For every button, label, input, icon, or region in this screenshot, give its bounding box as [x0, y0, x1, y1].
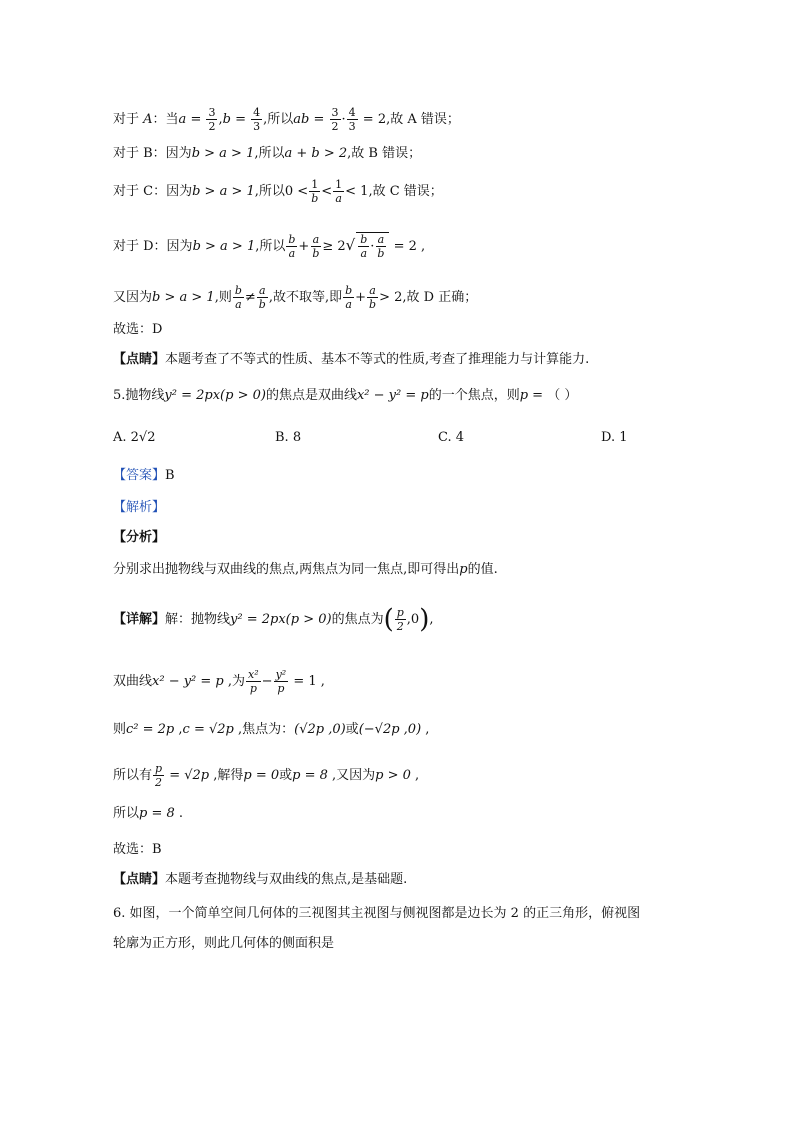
fraction	[330, 106, 341, 133]
text: 或	[279, 768, 293, 783]
math: +	[298, 239, 310, 254]
text: 所以有	[113, 768, 153, 783]
fraction	[153, 762, 164, 789]
num: y²	[275, 668, 287, 681]
text: 则	[113, 722, 127, 737]
math: = 2	[358, 112, 387, 127]
option-a: A. 2√2	[113, 430, 156, 445]
text: = （ ）	[528, 388, 578, 403]
text: ,又因为	[327, 768, 376, 783]
num: p	[396, 606, 404, 619]
text: ,所以	[254, 146, 285, 161]
num: b	[345, 284, 353, 297]
text: ,所以	[263, 112, 294, 127]
text: ,解得	[209, 768, 244, 783]
text: ,	[218, 112, 223, 127]
fraction	[358, 233, 369, 260]
num: b	[288, 233, 296, 246]
den: b	[258, 298, 266, 311]
fraction	[257, 284, 268, 311]
den: 3	[253, 120, 261, 133]
fraction	[395, 606, 406, 633]
math: =	[186, 112, 206, 127]
math: =	[309, 112, 329, 127]
math: y² = 2px(p > 0)	[164, 388, 266, 403]
text: ,	[174, 722, 183, 737]
text: 分别求出抛物线与双曲线的焦点,两焦点为同一焦点,即可得出	[113, 562, 460, 577]
math: y² = 2px(p > 0)	[230, 612, 332, 627]
text: 对于	[113, 112, 144, 127]
text: 的焦点是双曲线	[265, 388, 357, 403]
den: a	[360, 247, 368, 260]
fraction	[333, 178, 344, 205]
option-a-analysis	[113, 106, 460, 133]
so-line	[113, 762, 419, 789]
text: 解：抛物线	[165, 612, 231, 627]
num: 4	[253, 106, 261, 119]
num: 3	[331, 106, 339, 119]
right-paren-icon: )	[419, 604, 430, 635]
fraction	[309, 178, 320, 205]
text: ：当	[152, 112, 179, 127]
answer	[113, 466, 175, 486]
math: = √2p	[165, 768, 210, 783]
math: b	[222, 112, 231, 127]
num: 4	[348, 106, 356, 119]
math: b > a > 1	[192, 184, 255, 199]
den: 3	[348, 120, 356, 133]
text: 对于 B：因为	[113, 146, 192, 161]
math: ≠	[244, 290, 256, 305]
choice-2: 故选：B	[113, 842, 162, 857]
math: = 2 ,	[389, 239, 426, 254]
num: a	[259, 284, 266, 297]
math: x² − y² = p	[356, 388, 429, 403]
den: b	[369, 298, 377, 311]
num: 1	[335, 178, 343, 191]
text: 对于 C：因为	[113, 184, 193, 199]
num: a	[312, 233, 320, 246]
fraction	[246, 668, 261, 695]
text: ,	[429, 612, 434, 627]
fraction	[206, 106, 217, 133]
math: < 1	[345, 184, 369, 199]
fraction	[367, 284, 378, 311]
text: 对于 D：因为	[113, 239, 193, 254]
den: 2	[331, 120, 339, 133]
math: 0 <	[284, 184, 309, 199]
question-5	[113, 386, 577, 406]
hyperbola-line	[113, 668, 325, 695]
math: p = 0	[243, 768, 280, 783]
math: ·	[370, 239, 375, 254]
text: ,焦点为：	[233, 722, 295, 737]
text: ,	[421, 722, 430, 737]
math: −	[261, 674, 273, 689]
fraction	[233, 284, 244, 311]
text: ,故 B 错误；	[347, 146, 422, 161]
radicand	[356, 232, 389, 260]
math: = 1 ,	[289, 674, 325, 689]
option-b: B. 8	[275, 430, 302, 445]
comment-1	[113, 350, 589, 370]
answer-value: B	[165, 468, 175, 483]
den: a	[235, 298, 242, 311]
math: p = 8	[292, 768, 328, 783]
text: ,故不取等,即	[268, 290, 343, 305]
comment-2	[113, 870, 407, 890]
math: +	[355, 290, 367, 305]
text: 双曲线	[113, 674, 153, 689]
num: 3	[208, 106, 216, 119]
math: ,0	[406, 612, 420, 627]
den: b	[377, 247, 385, 260]
math: =	[230, 112, 251, 127]
text: 所以	[113, 806, 140, 821]
den: 2	[155, 776, 163, 789]
fraction	[251, 106, 262, 133]
math: a	[178, 112, 187, 127]
radical-icon: √	[345, 236, 356, 254]
fraction	[286, 233, 297, 260]
option-d: D. 1	[601, 430, 628, 445]
den: a	[335, 192, 342, 205]
num: b	[360, 233, 368, 246]
math: p	[519, 388, 529, 403]
math: > 2	[379, 290, 403, 305]
detail-line	[113, 606, 433, 633]
text: 的值.	[467, 562, 498, 577]
comment-text: 本题考查了不等式的性质、基本不等式的性质,考查了推理能力与计算能力.	[165, 352, 590, 367]
question-6-line-2: 轮廓为正方形，则此几何体的侧面积是	[113, 936, 335, 951]
fraction	[347, 106, 358, 133]
then-line	[113, 720, 429, 740]
den: a	[345, 298, 352, 311]
text: 的一个焦点，则	[428, 388, 520, 403]
comment-text: 本题考查抛物线与双曲线的焦点,是基础题.	[165, 872, 408, 887]
option-d-equality-check	[113, 284, 477, 311]
options-row	[113, 428, 673, 448]
text: 又因为	[113, 290, 153, 305]
den: p	[249, 682, 257, 695]
math: p > 0	[375, 768, 411, 783]
math: a + b > 2	[284, 146, 348, 161]
math: b > a > 1	[191, 146, 255, 161]
left-paren-icon: (	[383, 604, 394, 635]
den: 2	[396, 620, 404, 633]
option-d-analysis	[113, 232, 425, 260]
math: c = √2p	[182, 722, 234, 737]
text: .	[174, 806, 184, 821]
choice-1: 故选：D	[113, 322, 163, 337]
fraction	[375, 233, 386, 260]
num: x²	[248, 668, 259, 681]
num: p	[155, 762, 163, 775]
final-line	[113, 804, 183, 824]
text: 5.抛物线	[113, 388, 165, 403]
math: b > a > 1	[192, 239, 256, 254]
fraction	[343, 284, 354, 311]
math: <	[321, 184, 333, 199]
math: p = 8	[139, 806, 175, 821]
text: ,所以	[254, 184, 285, 199]
option-c: C. 4	[438, 430, 465, 445]
text: ,故 C 错误；	[368, 184, 443, 199]
fenxi-text	[113, 560, 498, 580]
den: a	[288, 247, 296, 260]
math: ≥ 2	[322, 239, 346, 254]
num: a	[377, 233, 385, 246]
text: ,	[410, 768, 420, 783]
num: 1	[311, 178, 319, 191]
option-c-analysis	[113, 178, 443, 205]
comment-tag: 【点睛】	[113, 872, 166, 887]
text: ,则	[214, 290, 232, 305]
math: (−√2p ,0)	[358, 722, 422, 737]
text: ,所以	[255, 239, 286, 254]
text: ,故 A 错误；	[386, 112, 460, 127]
option-b-analysis	[113, 144, 421, 164]
math: (√2p ,0)	[294, 722, 346, 737]
analysis-tag: 【解析】	[113, 500, 166, 515]
text: 或	[345, 722, 359, 737]
fraction	[274, 668, 289, 695]
den: b	[312, 247, 320, 260]
math: b > a > 1	[152, 290, 215, 305]
question-6-line-1: 6. 如图，一个简单空间几何体的三视图其主视图与侧视图都是边长为 2 的正三角形，俯视图	[113, 906, 641, 921]
num: a	[369, 284, 376, 297]
text: ,为	[223, 674, 246, 689]
den: p	[277, 682, 285, 695]
math: x² − y² = p	[152, 674, 224, 689]
answer-tag: 【答案】	[113, 468, 166, 483]
fenxi-tag: 【分析】	[113, 530, 166, 545]
den: 2	[208, 120, 216, 133]
den: b	[311, 192, 319, 205]
text: ,故 D 正确；	[402, 290, 478, 305]
fraction	[310, 233, 321, 260]
math: ·	[341, 112, 346, 127]
text: A	[143, 112, 153, 127]
text: 的焦点为	[331, 612, 384, 627]
math: c² = 2p	[126, 722, 175, 737]
comment-tag: 【点睛】	[113, 352, 166, 367]
math: p	[459, 562, 468, 577]
math: ab	[293, 112, 310, 127]
num: b	[234, 284, 242, 297]
detail-tag: 【详解】	[113, 612, 166, 627]
